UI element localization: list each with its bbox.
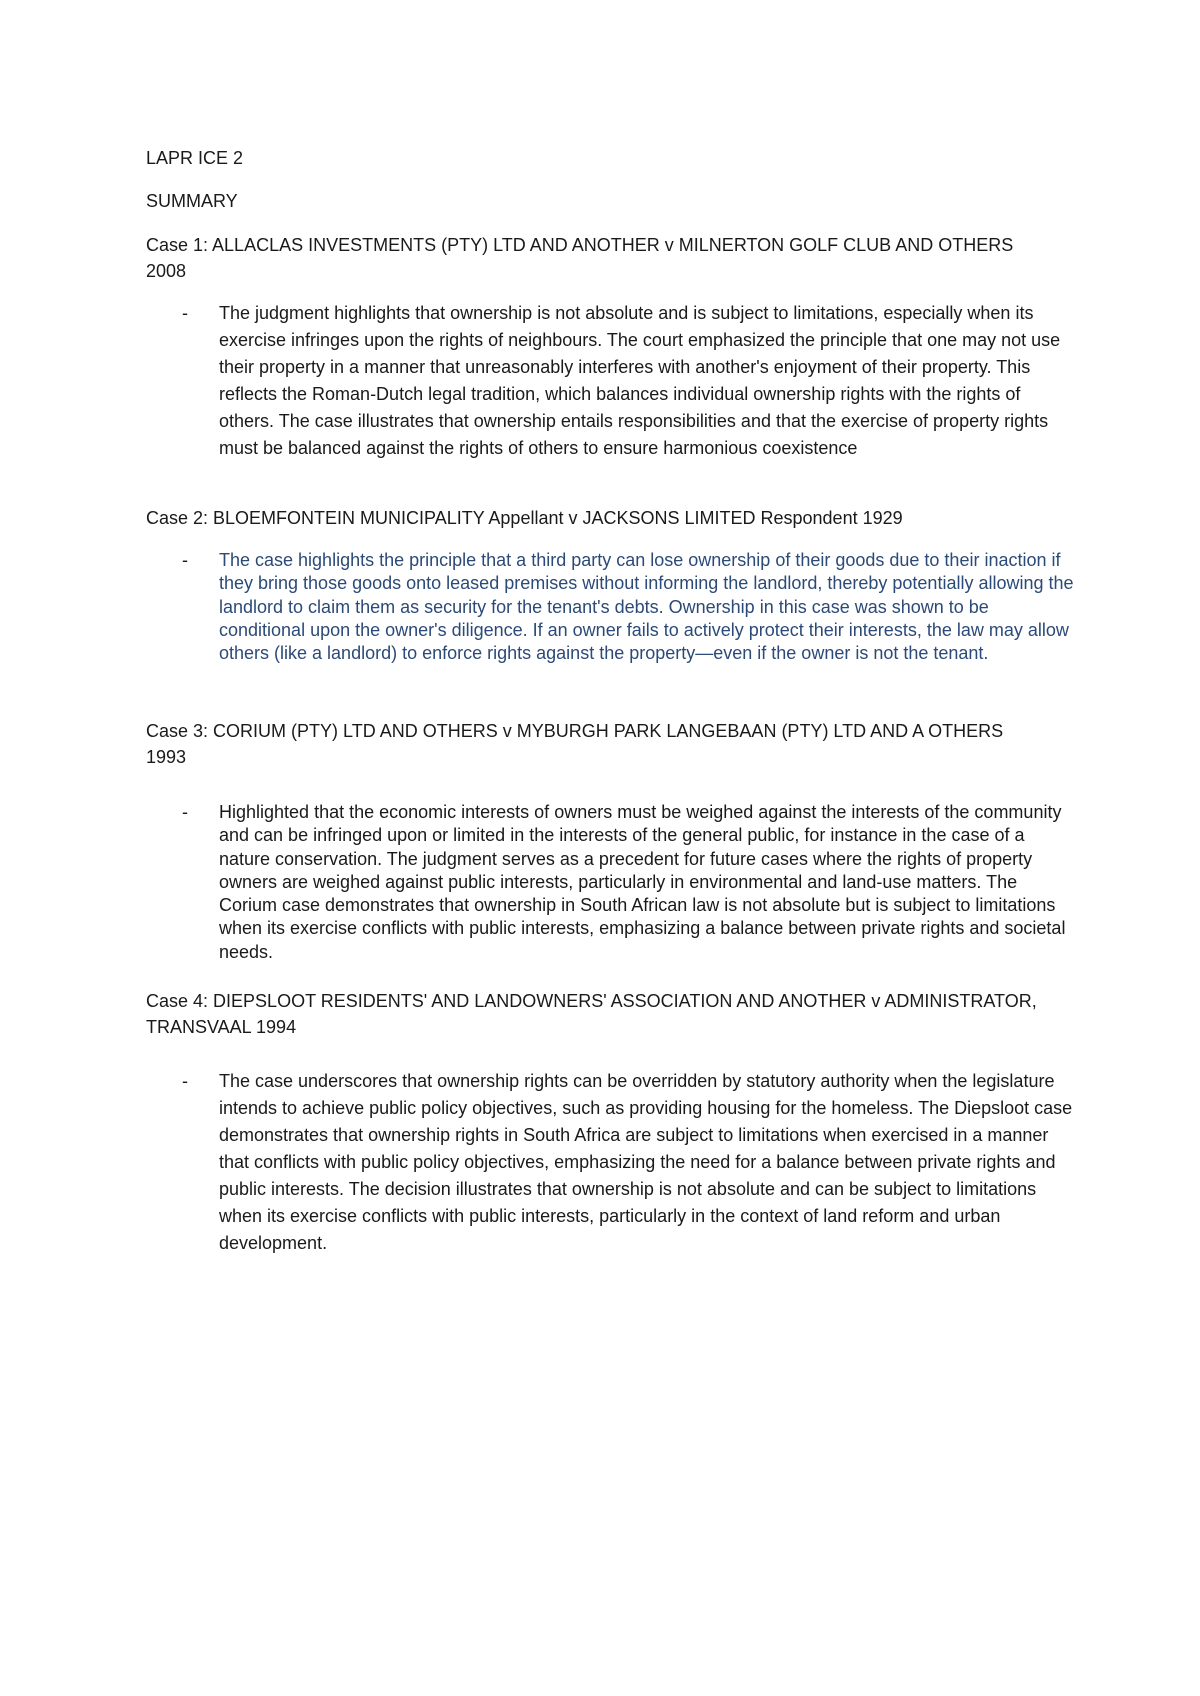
case-1-bullet-text: The judgment highlights that ownership is not absolute and is subject to limitations, especially when its exercise infringes upon the rights of neighbours. The court emphasized the principle that one may not use their property in a manner that unreasonably interferes with another's enjoyment of their property. This reflects the Roman-Dutch legal tradition, which balances individual ownership rights with the rights of others. The case illustrates that ownership entails responsibilities and that the exercise of property rights must be balanced against the rights of others to ensure harmonious coexistence — [219, 303, 1061, 458]
case-2-bullet-text: The case highlights the principle that a third party can lose ownership of their goods due to their inaction if they bring those goods onto leased premises without informing the landlord, thereby potentially allowing the landlord to claim them as security for the tenant's debts. Ownership in this case was shown to be conditional upon the owner's diligence. If an owner fails to actively protect their interests, the law may allow others (like a landlord) to enforce rights against the property—even if the owner is not the tenant. — [219, 550, 1074, 664]
case-4-heading: Case 4: DIEPSLOOT RESIDENTS' AND LANDOWNERS' ASSOCIATION AND ANOTHER v ADMINISTRATOR, TRANSVAAL 1994 — [146, 991, 1037, 1037]
case-4-bullet-text: The case underscores that ownership rights can be overridden by statutory authority when the legislature intends to achieve public policy objectives, such as providing housing for the homeless. The Diepsloot case demonstrates that ownership rights in South Africa are subject to limitations when exercised in a manner that conflicts with public policy objectives, emphasizing the need for a balance between private rights and public interests. The decision illustrates that ownership is not absolute and can be subject to limitations when its exercise conflicts with public interests, particularly in the context of land reform and urban development. — [219, 1071, 1073, 1253]
bullet-dash: - — [182, 550, 188, 570]
case-3-bullet-text: Highlighted that the economic interests of owners must be weighed against the interests of the community and can be infringed upon or limited in the interests of the general public, for instance in the case of a nature conservation. The judgment serves as a precedent for future cases where the rights of property owners are weighed against public interests, particularly in environmental and land-use matters. The Corium case demonstrates that ownership in South African law is not absolute but is subject to limitations when its exercise conflicts with public interests, emphasizing a balance between private rights and societal needs. — [219, 802, 1066, 962]
case-3-heading: Case 3: CORIUM (PTY) LTD AND OTHERS v MYBURGH PARK LANGEBAAN (PTY) LTD AND A OTHERS 1993 — [146, 721, 1004, 767]
bullet-dash: - — [182, 1071, 188, 1091]
case-2-heading: Case 2: BLOEMFONTEIN MUNICIPALITY Appellant v JACKSONS LIMITED Respondent 1929 — [146, 508, 903, 528]
case-1-heading: Case 1: ALLACLAS INVESTMENTS (PTY) LTD AND ANOTHER v MILNERTON GOLF CLUB AND OTHERS 2008 — [146, 235, 1014, 281]
doc-title: LAPR ICE 2 — [146, 148, 244, 168]
bullet-dash: - — [182, 802, 188, 822]
doc-subtitle: SUMMARY — [146, 191, 238, 211]
bullet-dash: - — [182, 303, 188, 323]
